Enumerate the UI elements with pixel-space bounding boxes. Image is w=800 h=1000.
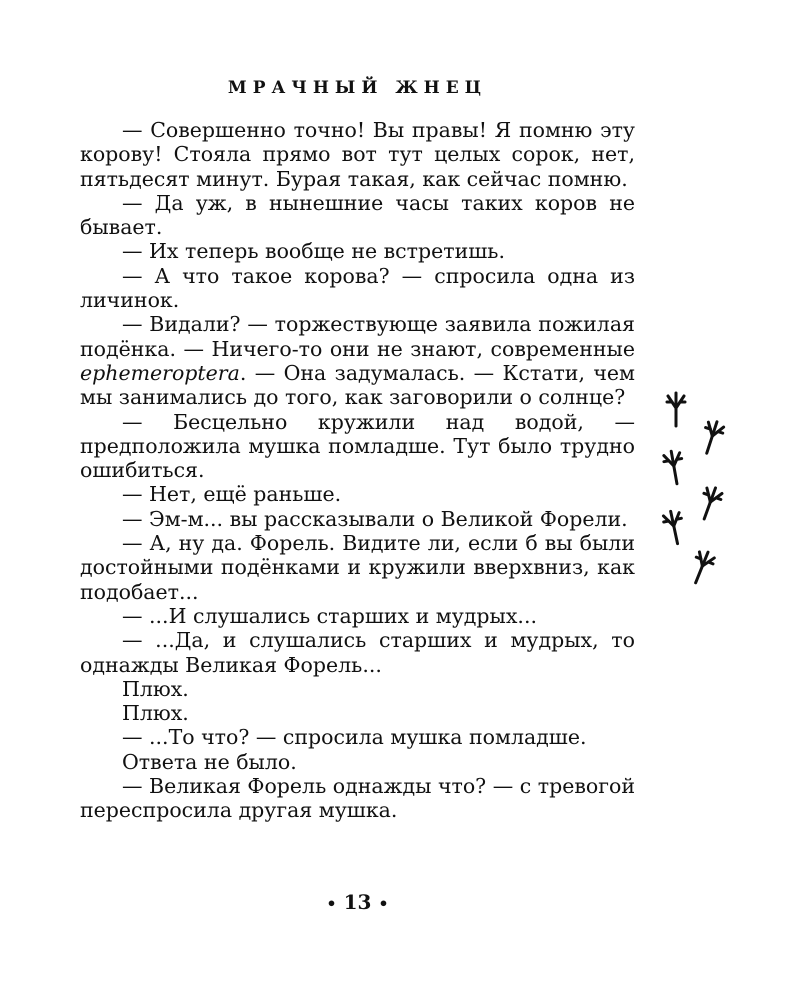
bird-footprint-icon	[658, 446, 690, 488]
bird-footprint-icon	[663, 390, 689, 428]
paragraph: — ...И слушались старших и мудрых...	[122, 603, 537, 628]
paragraph-text: . — Она задумалась. — Кстати, чем мы занимались до того, как заговорили о солнце?	[80, 360, 635, 410]
bird-footprint-icon	[657, 506, 690, 549]
paragraph: — Эм-м... вы рассказывали о Великой Форели.	[122, 506, 628, 531]
bullet: •	[378, 894, 389, 913]
bird-footprint-icon	[683, 545, 721, 590]
paragraph: — Совершенно точно! Вы правы! Я помню эту корову! Стояла прямо вот тут целых сорок, нет, пятьдесят минут. Бурая такая, как сейчас помню.	[80, 118, 635, 191]
running-header: МРАЧНЫЙ ЖНЕЦ	[227, 78, 488, 98]
bird-footprint-icon	[694, 415, 730, 459]
paragraph-text: — Видали? — торжествующе заявила пожилая подёнка. — Ничего-то они не знают, современные	[80, 312, 635, 361]
paragraph: — ...Да, и слушались старших и мудрых, то однажды Великая Форель...	[80, 628, 635, 677]
paragraph: — Нет, ещё раньше.	[122, 482, 342, 507]
paragraph: — Да уж, в нынешние часы таких коров не бывает.	[80, 190, 635, 240]
paragraph: Плюх.	[122, 676, 189, 701]
page-number-footer	[0, 890, 715, 914]
paragraph: — Их теперь вообще не встретишь.	[122, 239, 505, 264]
body-text	[80, 118, 635, 823]
footprint-trail	[655, 390, 735, 590]
paragraph: Ответа не было.	[122, 749, 297, 774]
paragraph	[80, 312, 635, 409]
bird-footprint-icon	[691, 481, 728, 526]
paragraph: — ...То что? — спросила мушка помладше.	[122, 725, 587, 750]
bullet: •	[326, 894, 337, 913]
paragraph: — А что такое корова? — спросила одна из личинок.	[80, 263, 635, 313]
paragraph: Плюх.	[122, 701, 189, 726]
paragraph: — Великая Форель однажды что? — с тревогой переспросила другая мушка.	[80, 774, 635, 823]
paragraph: — А, ну да. Форель. Видите ли, если б вы были достойными подёнками и кружили вверхвниз, как подобает...	[80, 531, 635, 604]
latin-term: ephemeroptera	[80, 360, 240, 385]
paragraph: — Бесцельно кружили над водой, — предположила мушка помладше. Тут было трудно ошибиться.	[80, 409, 635, 483]
page-number: 13	[343, 890, 372, 914]
